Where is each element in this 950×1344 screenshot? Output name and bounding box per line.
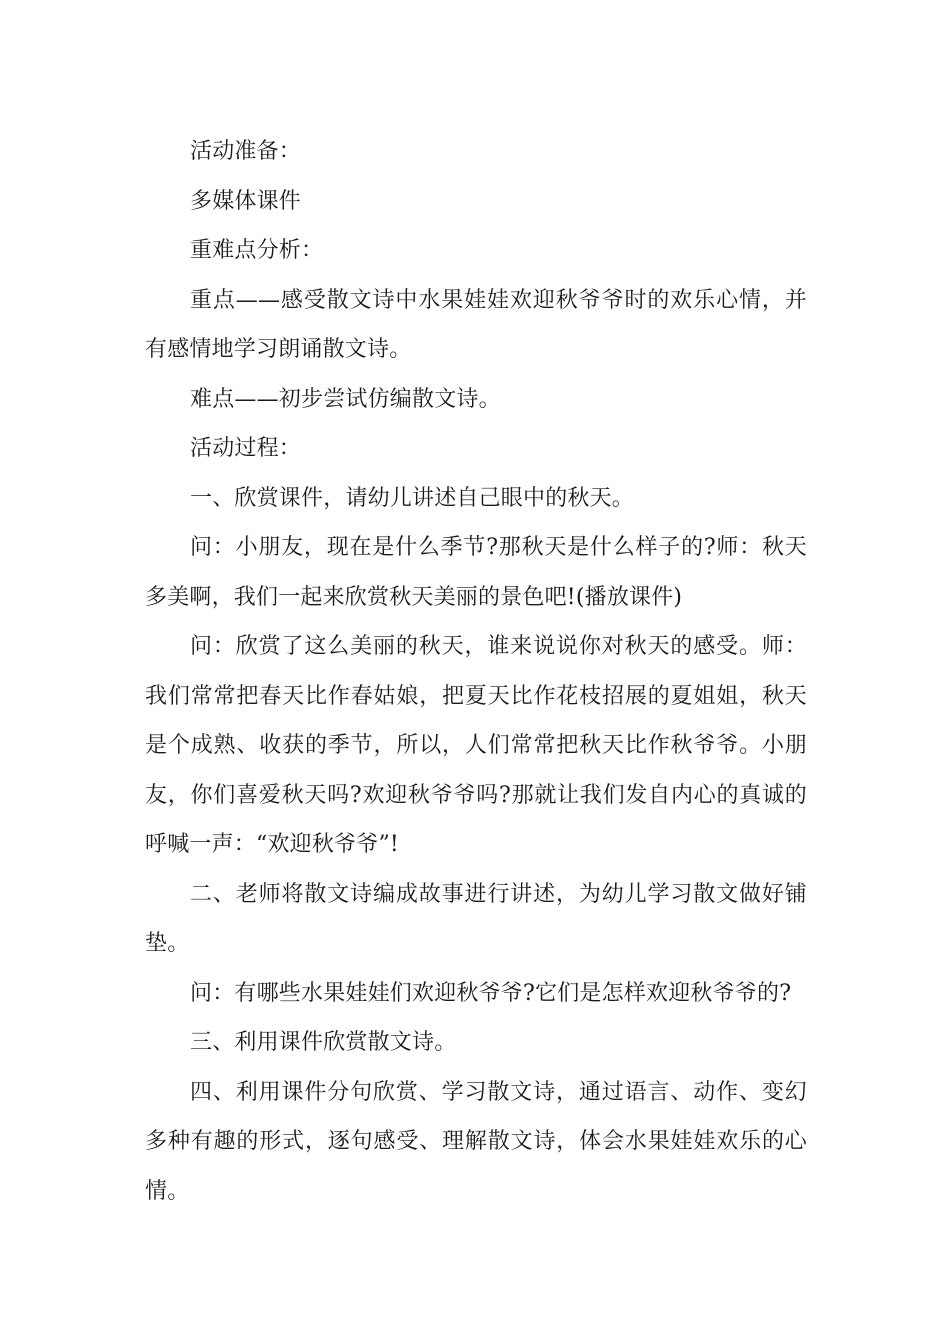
paragraph-step-one: 一、欣赏课件，请幼儿讲述自己眼中的秋天。: [190, 485, 635, 511]
paragraph-materials: 多媒体课件: [190, 188, 302, 214]
section-heading-process: 活动过程：: [190, 436, 302, 461]
paragraph-question-feelings: 问：欣赏了这么美丽的秋天，谁来说说你对秋天的感受。师：我们常常把春天比作春姑娘，把夏天比作花枝招展的夏姐姐，秋天是个成熟、收获的季节，所以，人们常常把秋天比作秋爷爷。小朋友，你们喜爱秋天吗?欢迎秋爷爷吗?那就让我们发自内心的真诚的呼喊一声：“欢迎秋爷爷”!: [145, 634, 807, 857]
paragraph-key-point: 重点——感受散文诗中水果娃娃欢迎秋爷爷时的欢乐心情，并有感情地学习朗诵散文诗。: [145, 287, 807, 362]
paragraph-step-two: 二、老师将散文诗编成故事进行讲述，为幼儿学习散文做好铺垫。: [145, 881, 807, 956]
paragraph-question-season: 问：小朋友，现在是什么季节?那秋天是什么样子的?师：秋天多美啊，我们一起来欣赏秋天美丽的景色吧!(播放课件): [145, 535, 807, 610]
paragraph-difficult-point: 难点——初步尝试仿编散文诗。: [190, 386, 501, 412]
paragraph-step-four: 四、利用课件分句欣赏、学习散文诗，通过语言、动作、变幻多种有趣的形式，逐句感受、理解散文诗，体会水果娃娃欢乐的心情。: [145, 1079, 807, 1204]
document-body: [145, 127, 807, 1216]
section-heading-analysis: 重难点分析：: [190, 238, 324, 263]
paragraph-step-three: 三、利用课件欣赏散文诗。: [190, 1030, 457, 1055]
paragraph-question-fruits: 问：有哪些水果娃娃们欢迎秋爷爷?它们是怎样欢迎秋爷爷的?: [190, 980, 792, 1006]
section-heading-preparation: 活动准备：: [190, 139, 302, 164]
